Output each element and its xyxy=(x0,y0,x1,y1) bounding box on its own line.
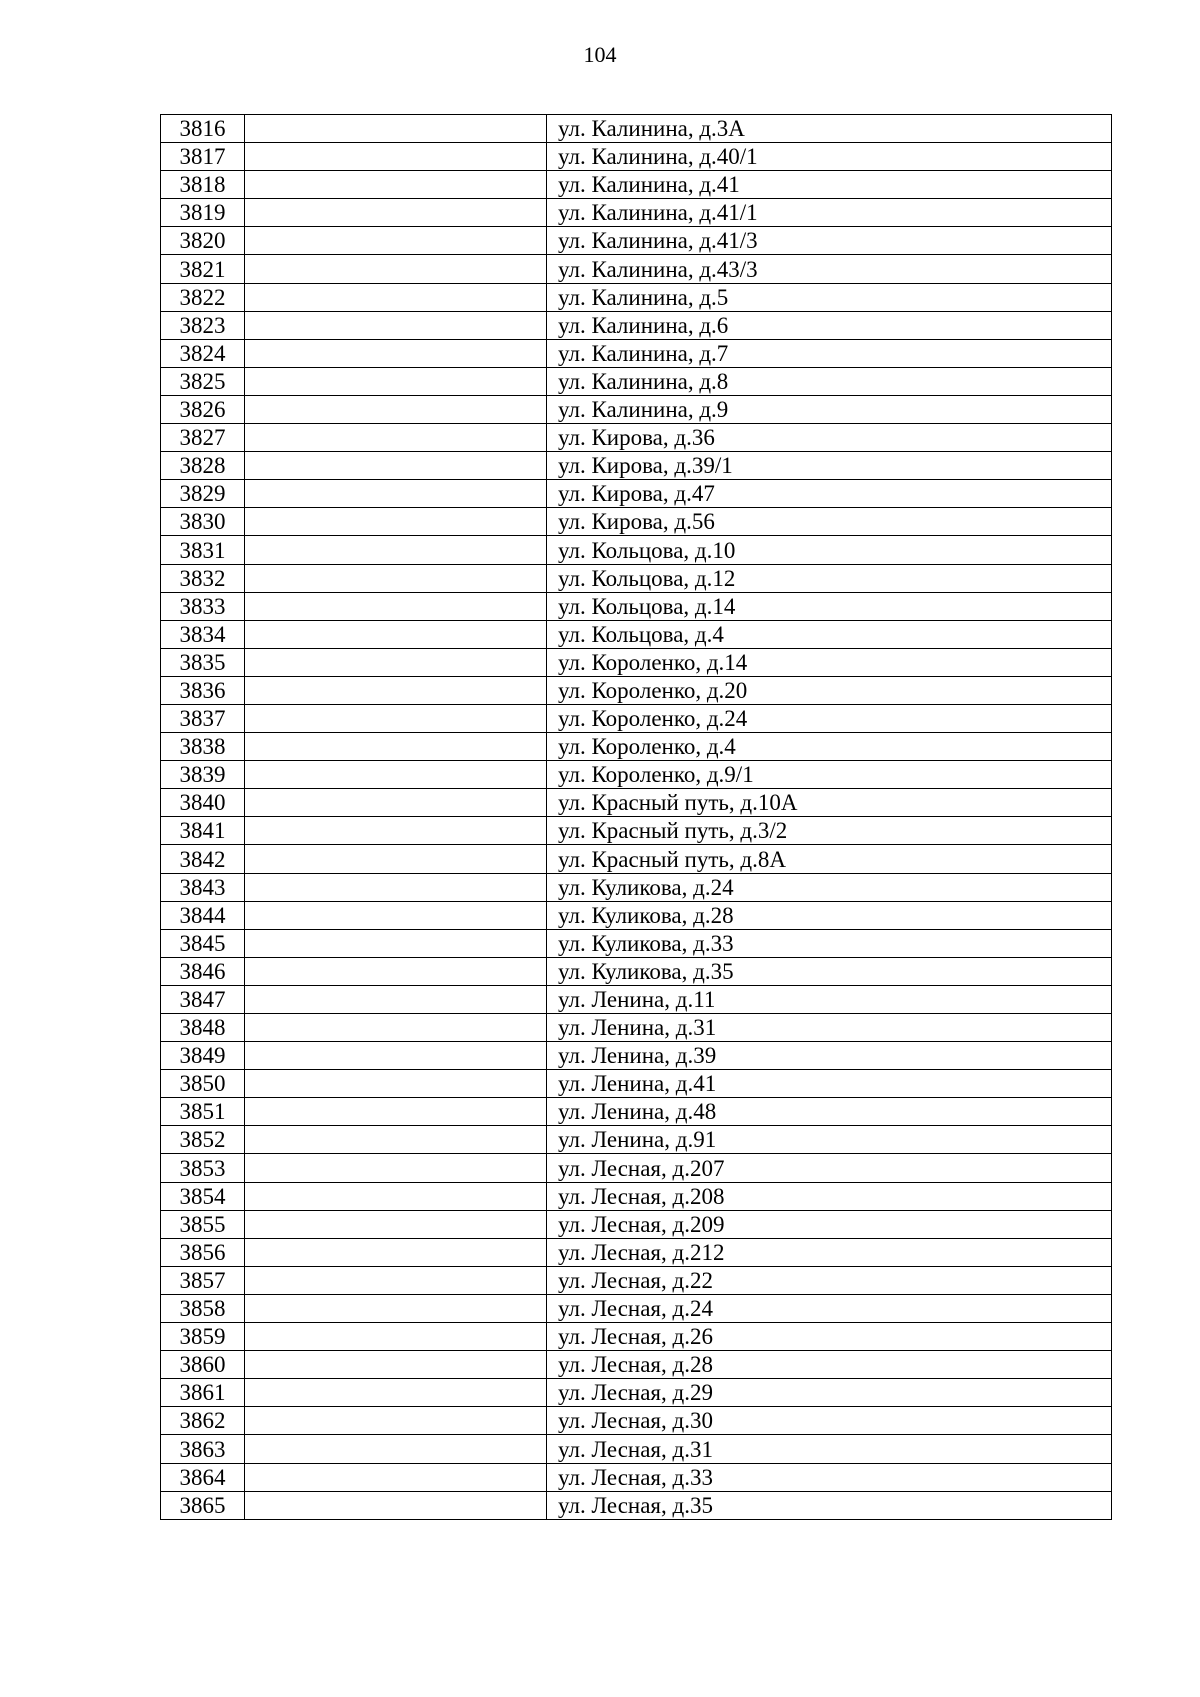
empty-middle-cell xyxy=(245,1351,547,1379)
table-row xyxy=(161,676,1112,704)
row-number-cell: 3844 xyxy=(161,901,245,929)
empty-middle-cell xyxy=(245,395,547,423)
row-number-cell: 3853 xyxy=(161,1154,245,1182)
row-number-cell: 3863 xyxy=(161,1435,245,1463)
row-number-cell: 3845 xyxy=(161,929,245,957)
table-row xyxy=(161,255,1112,283)
address-cell: ул. Кольцова, д.10 xyxy=(547,536,1112,564)
row-number-cell: 3817 xyxy=(161,143,245,171)
address-cell: ул. Куликова, д.33 xyxy=(547,929,1112,957)
address-cell: ул. Лесная, д.30 xyxy=(547,1407,1112,1435)
empty-middle-cell xyxy=(245,1210,547,1238)
row-number-cell: 3858 xyxy=(161,1294,245,1322)
address-cell: ул. Лесная, д.33 xyxy=(547,1463,1112,1491)
empty-middle-cell xyxy=(245,1238,547,1266)
table-row xyxy=(161,564,1112,592)
row-number-cell: 3865 xyxy=(161,1491,245,1519)
table-row xyxy=(161,761,1112,789)
address-table-body xyxy=(161,115,1112,1520)
row-number-cell: 3851 xyxy=(161,1098,245,1126)
table-row xyxy=(161,789,1112,817)
empty-middle-cell xyxy=(245,1463,547,1491)
address-cell: ул. Ленина, д.11 xyxy=(547,985,1112,1013)
row-number-cell: 3840 xyxy=(161,789,245,817)
row-number-cell: 3834 xyxy=(161,620,245,648)
address-cell: ул. Лесная, д.29 xyxy=(547,1379,1112,1407)
empty-middle-cell xyxy=(245,311,547,339)
empty-middle-cell xyxy=(245,1435,547,1463)
empty-middle-cell xyxy=(245,508,547,536)
row-number-cell: 3835 xyxy=(161,648,245,676)
table-row xyxy=(161,115,1112,143)
empty-middle-cell xyxy=(245,283,547,311)
table-row xyxy=(161,395,1112,423)
table-row xyxy=(161,1266,1112,1294)
table-row xyxy=(161,1435,1112,1463)
row-number-cell: 3832 xyxy=(161,564,245,592)
empty-middle-cell xyxy=(245,1323,547,1351)
row-number-cell: 3831 xyxy=(161,536,245,564)
table-row xyxy=(161,592,1112,620)
row-number-cell: 3862 xyxy=(161,1407,245,1435)
row-number-cell: 3852 xyxy=(161,1126,245,1154)
address-cell: ул. Лесная, д.209 xyxy=(547,1210,1112,1238)
table-row xyxy=(161,480,1112,508)
address-cell: ул. Кольцова, д.12 xyxy=(547,564,1112,592)
address-cell: ул. Куликова, д.28 xyxy=(547,901,1112,929)
empty-middle-cell xyxy=(245,1182,547,1210)
empty-middle-cell xyxy=(245,171,547,199)
address-table xyxy=(160,114,1112,1520)
table-row xyxy=(161,367,1112,395)
row-number-cell: 3843 xyxy=(161,873,245,901)
empty-middle-cell xyxy=(245,957,547,985)
table-row xyxy=(161,1491,1112,1519)
row-number-cell: 3855 xyxy=(161,1210,245,1238)
empty-middle-cell xyxy=(245,1070,547,1098)
empty-middle-cell xyxy=(245,199,547,227)
table-row xyxy=(161,845,1112,873)
empty-middle-cell xyxy=(245,255,547,283)
row-number-cell: 3827 xyxy=(161,424,245,452)
row-number-cell: 3821 xyxy=(161,255,245,283)
empty-middle-cell xyxy=(245,929,547,957)
address-cell: ул. Ленина, д.48 xyxy=(547,1098,1112,1126)
address-cell: ул. Кирова, д.56 xyxy=(547,508,1112,536)
table-row xyxy=(161,311,1112,339)
row-number-cell: 3830 xyxy=(161,508,245,536)
empty-middle-cell xyxy=(245,1098,547,1126)
table-row xyxy=(161,1463,1112,1491)
row-number-cell: 3837 xyxy=(161,704,245,732)
row-number-cell: 3838 xyxy=(161,733,245,761)
address-cell: ул. Ленина, д.39 xyxy=(547,1042,1112,1070)
table-row xyxy=(161,817,1112,845)
address-cell: ул. Красный путь, д.3/2 xyxy=(547,817,1112,845)
table-row xyxy=(161,1379,1112,1407)
table-row xyxy=(161,985,1112,1013)
row-number-cell: 3819 xyxy=(161,199,245,227)
address-cell: ул. Кольцова, д.4 xyxy=(547,620,1112,648)
address-cell: ул. Кирова, д.39/1 xyxy=(547,452,1112,480)
empty-middle-cell xyxy=(245,592,547,620)
table-row xyxy=(161,873,1112,901)
empty-middle-cell xyxy=(245,789,547,817)
empty-middle-cell xyxy=(245,1042,547,1070)
empty-middle-cell xyxy=(245,1154,547,1182)
empty-middle-cell xyxy=(245,901,547,929)
address-cell: ул. Кольцова, д.14 xyxy=(547,592,1112,620)
address-cell: ул. Калинина, д.41 xyxy=(547,171,1112,199)
empty-middle-cell xyxy=(245,1407,547,1435)
address-cell: ул. Короленко, д.14 xyxy=(547,648,1112,676)
address-cell: ул. Куликова, д.24 xyxy=(547,873,1112,901)
table-row xyxy=(161,929,1112,957)
table-row xyxy=(161,452,1112,480)
row-number-cell: 3842 xyxy=(161,845,245,873)
row-number-cell: 3820 xyxy=(161,227,245,255)
row-number-cell: 3857 xyxy=(161,1266,245,1294)
row-number-cell: 3839 xyxy=(161,761,245,789)
table-row xyxy=(161,1294,1112,1322)
row-number-cell: 3833 xyxy=(161,592,245,620)
row-number-cell: 3825 xyxy=(161,367,245,395)
row-number-cell: 3826 xyxy=(161,395,245,423)
table-row xyxy=(161,1238,1112,1266)
address-cell: ул. Короленко, д.4 xyxy=(547,733,1112,761)
empty-middle-cell xyxy=(245,424,547,452)
row-number-cell: 3816 xyxy=(161,115,245,143)
table-row xyxy=(161,1323,1112,1351)
empty-middle-cell xyxy=(245,676,547,704)
row-number-cell: 3836 xyxy=(161,676,245,704)
address-cell: ул. Калинина, д.41/3 xyxy=(547,227,1112,255)
empty-middle-cell xyxy=(245,620,547,648)
table-row xyxy=(161,227,1112,255)
table-row xyxy=(161,1014,1112,1042)
empty-middle-cell xyxy=(245,339,547,367)
address-cell: ул. Калинина, д.5 xyxy=(547,283,1112,311)
table-row xyxy=(161,957,1112,985)
table-row xyxy=(161,1070,1112,1098)
row-number-cell: 3822 xyxy=(161,283,245,311)
empty-middle-cell xyxy=(245,817,547,845)
table-row xyxy=(161,171,1112,199)
row-number-cell: 3859 xyxy=(161,1323,245,1351)
address-cell: ул. Калинина, д.7 xyxy=(547,339,1112,367)
empty-middle-cell xyxy=(245,536,547,564)
table-row xyxy=(161,1154,1112,1182)
table-row xyxy=(161,1182,1112,1210)
address-cell: ул. Лесная, д.212 xyxy=(547,1238,1112,1266)
page-number: 104 xyxy=(583,42,617,67)
row-number-cell: 3846 xyxy=(161,957,245,985)
row-number-cell: 3829 xyxy=(161,480,245,508)
address-cell: ул. Калинина, д.8 xyxy=(547,367,1112,395)
table-row xyxy=(161,283,1112,311)
address-cell: ул. Лесная, д.208 xyxy=(547,1182,1112,1210)
address-cell: ул. Красный путь, д.8А xyxy=(547,845,1112,873)
empty-middle-cell xyxy=(245,704,547,732)
row-number-cell: 3849 xyxy=(161,1042,245,1070)
address-cell: ул. Короленко, д.20 xyxy=(547,676,1112,704)
row-number-cell: 3864 xyxy=(161,1463,245,1491)
row-number-cell: 3848 xyxy=(161,1014,245,1042)
table-row xyxy=(161,1210,1112,1238)
row-number-cell: 3854 xyxy=(161,1182,245,1210)
empty-middle-cell xyxy=(245,1491,547,1519)
table-row xyxy=(161,1042,1112,1070)
address-cell: ул. Калинина, д.41/1 xyxy=(547,199,1112,227)
empty-middle-cell xyxy=(245,1014,547,1042)
address-cell: ул. Лесная, д.207 xyxy=(547,1154,1112,1182)
row-number-cell: 3856 xyxy=(161,1238,245,1266)
table-row xyxy=(161,1407,1112,1435)
empty-middle-cell xyxy=(245,648,547,676)
table-row xyxy=(161,620,1112,648)
table-row xyxy=(161,339,1112,367)
empty-middle-cell xyxy=(245,452,547,480)
table-row xyxy=(161,901,1112,929)
empty-middle-cell xyxy=(245,733,547,761)
address-cell: ул. Калинина, д.43/3 xyxy=(547,255,1112,283)
address-cell: ул. Калинина, д.40/1 xyxy=(547,143,1112,171)
address-cell: ул. Калинина, д.3А xyxy=(547,115,1112,143)
empty-middle-cell xyxy=(245,143,547,171)
table-row xyxy=(161,648,1112,676)
address-cell: ул. Лесная, д.31 xyxy=(547,1435,1112,1463)
address-cell: ул. Ленина, д.91 xyxy=(547,1126,1112,1154)
table-row xyxy=(161,143,1112,171)
empty-middle-cell xyxy=(245,480,547,508)
empty-middle-cell xyxy=(245,115,547,143)
table-row xyxy=(161,704,1112,732)
table-row xyxy=(161,1098,1112,1126)
address-cell: ул. Лесная, д.26 xyxy=(547,1323,1112,1351)
address-cell: ул. Лесная, д.28 xyxy=(547,1351,1112,1379)
address-cell: ул. Калинина, д.6 xyxy=(547,311,1112,339)
table-row xyxy=(161,508,1112,536)
table-row xyxy=(161,199,1112,227)
address-cell: ул. Короленко, д.9/1 xyxy=(547,761,1112,789)
empty-middle-cell xyxy=(245,985,547,1013)
row-number-cell: 3823 xyxy=(161,311,245,339)
address-cell: ул. Ленина, д.41 xyxy=(547,1070,1112,1098)
empty-middle-cell xyxy=(245,873,547,901)
empty-middle-cell xyxy=(245,367,547,395)
empty-middle-cell xyxy=(245,1266,547,1294)
empty-middle-cell xyxy=(245,227,547,255)
row-number-cell: 3850 xyxy=(161,1070,245,1098)
table-row xyxy=(161,424,1112,452)
address-cell: ул. Красный путь, д.10А xyxy=(547,789,1112,817)
row-number-cell: 3861 xyxy=(161,1379,245,1407)
row-number-cell: 3818 xyxy=(161,171,245,199)
address-cell: ул. Куликова, д.35 xyxy=(547,957,1112,985)
address-cell: ул. Лесная, д.24 xyxy=(547,1294,1112,1322)
row-number-cell: 3828 xyxy=(161,452,245,480)
table-row xyxy=(161,1126,1112,1154)
empty-middle-cell xyxy=(245,564,547,592)
row-number-cell: 3841 xyxy=(161,817,245,845)
empty-middle-cell xyxy=(245,845,547,873)
table-row xyxy=(161,1351,1112,1379)
address-cell: ул. Лесная, д.35 xyxy=(547,1491,1112,1519)
table-row xyxy=(161,733,1112,761)
row-number-cell: 3824 xyxy=(161,339,245,367)
table-row xyxy=(161,536,1112,564)
address-cell: ул. Кирова, д.36 xyxy=(547,424,1112,452)
address-cell: ул. Кирова, д.47 xyxy=(547,480,1112,508)
row-number-cell: 3847 xyxy=(161,985,245,1013)
address-cell: ул. Калинина, д.9 xyxy=(547,395,1112,423)
empty-middle-cell xyxy=(245,761,547,789)
address-cell: ул. Лесная, д.22 xyxy=(547,1266,1112,1294)
empty-middle-cell xyxy=(245,1126,547,1154)
empty-middle-cell xyxy=(245,1379,547,1407)
empty-middle-cell xyxy=(245,1294,547,1322)
address-cell: ул. Короленко, д.24 xyxy=(547,704,1112,732)
address-cell: ул. Ленина, д.31 xyxy=(547,1014,1112,1042)
row-number-cell: 3860 xyxy=(161,1351,245,1379)
